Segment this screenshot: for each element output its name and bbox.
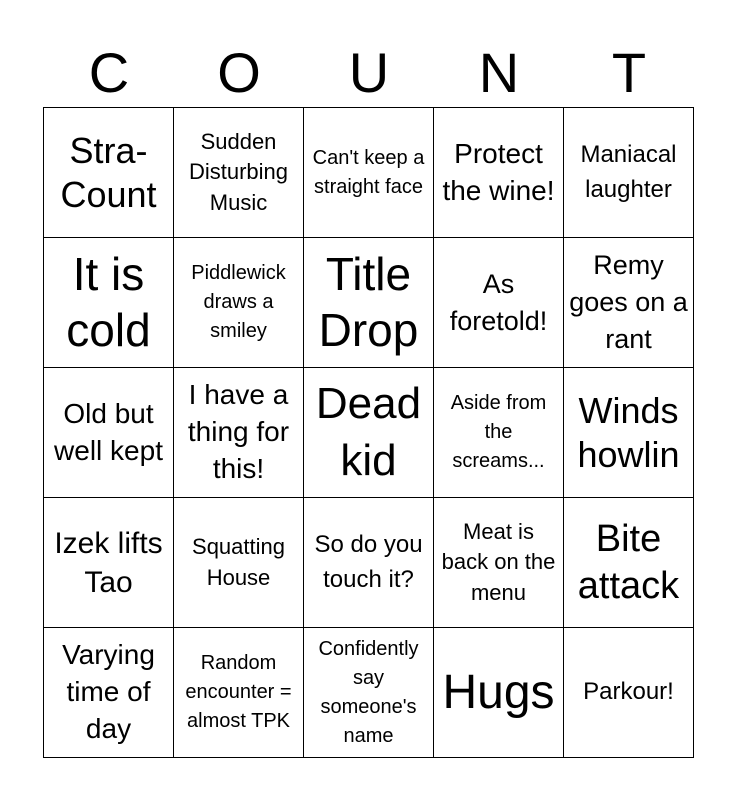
bingo-cell[interactable] [304, 108, 434, 238]
bingo-cell[interactable] [304, 368, 434, 498]
header-letter-t: T [611, 41, 647, 104]
cell-text: Protect the wine! [442, 137, 555, 206]
bingo-cell[interactable] [434, 238, 564, 368]
bingo-cell[interactable] [564, 368, 694, 498]
cell-text: Sudden Disturbing Music [188, 128, 289, 215]
bingo-cell[interactable] [564, 238, 694, 368]
cell-text: Bite attack [577, 518, 680, 607]
cell-text: Can't keep a straight face [312, 146, 425, 198]
bingo-cell[interactable] [434, 368, 564, 498]
bingo-cell[interactable] [44, 498, 174, 628]
cell-text: Dead kid [315, 379, 422, 485]
cell-text: Piddlewick draws a smiley [191, 262, 286, 342]
cell-text: Old but well kept [54, 397, 163, 466]
bingo-cell[interactable] [564, 498, 694, 628]
bingo-cell[interactable] [44, 368, 174, 498]
bingo-cell[interactable] [434, 498, 564, 628]
cell-text: Title Drop [318, 248, 419, 356]
bingo-cell[interactable] [44, 238, 174, 368]
bingo-cell[interactable] [304, 628, 434, 758]
bingo-cell[interactable] [174, 368, 304, 498]
bingo-cell[interactable] [44, 108, 174, 238]
cell-text: I have a thing for this! [187, 379, 290, 484]
cell-text: It is cold [66, 248, 151, 356]
cell-text: Parkour! [583, 678, 674, 706]
bingo-cell[interactable] [174, 108, 304, 238]
cell-text: Stra-Count [60, 130, 157, 215]
cell-text: Confidently say someone's name [318, 637, 419, 747]
bingo-cell[interactable] [174, 498, 304, 628]
bingo-cell[interactable] [564, 108, 694, 238]
bingo-header [44, 42, 694, 104]
bingo-cell[interactable] [174, 628, 304, 758]
header-letter-u: U [348, 41, 390, 104]
header-letter-c: C [88, 41, 130, 104]
cell-text: Varying time of day [62, 639, 155, 744]
cell-text: Aside from the screams... [450, 392, 547, 472]
cell-text: Squatting House [192, 534, 285, 590]
cell-text: Hugs [442, 665, 555, 719]
cell-text: As foretold! [449, 268, 548, 336]
cell-text: So do you touch it? [314, 531, 423, 593]
cell-text: Maniacal laughter [580, 141, 677, 203]
cell-text: Random encounter = almost TPK [185, 652, 292, 732]
bingo-cell[interactable] [434, 108, 564, 238]
bingo-cell[interactable] [434, 628, 564, 758]
bingo-cell[interactable] [304, 238, 434, 368]
bingo-cell[interactable] [564, 628, 694, 758]
header-letter-o: O [217, 41, 261, 104]
cell-text: Winds howlin [577, 390, 680, 475]
bingo-cell[interactable] [44, 628, 174, 758]
cell-text: Remy goes on a rant [569, 250, 688, 354]
cell-text: Izek lifts Tao [54, 526, 163, 599]
bingo-cell[interactable] [174, 238, 304, 368]
cell-text: Meat is back on the menu [441, 518, 556, 605]
bingo-board [43, 107, 694, 758]
header-letter-n: N [478, 41, 520, 104]
bingo-cell[interactable] [304, 498, 434, 628]
